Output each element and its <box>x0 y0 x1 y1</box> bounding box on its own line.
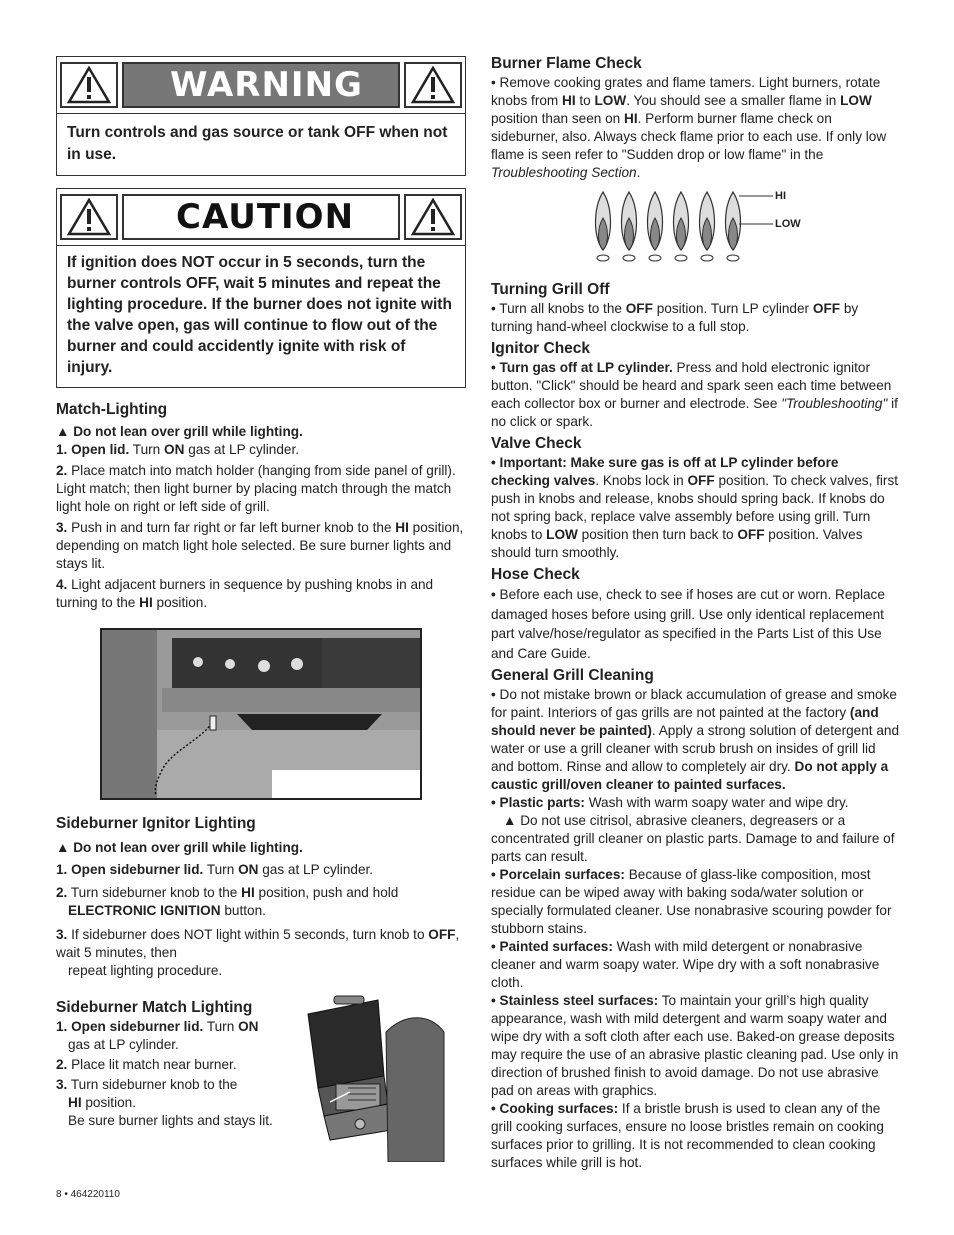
step-keyword: HI <box>139 595 153 610</box>
text: position then turn back to <box>577 527 738 542</box>
section-heading: Match-Lighting <box>56 401 168 418</box>
keyword: OFF <box>687 473 715 488</box>
lean-warning: ▲ Do not lean over grill while lighting. <box>56 840 303 855</box>
cleaning-section <box>491 666 901 1172</box>
section-heading: Valve Check <box>491 435 582 452</box>
step-keyword: OFF <box>428 927 456 942</box>
caution-header <box>57 189 465 246</box>
warning-text: Turn controls and gas source or tank OFF when not in use. <box>67 124 448 163</box>
sideburner-match-section <box>56 998 466 1130</box>
section-text <box>491 359 901 431</box>
section-heading: Hose Check <box>491 566 580 583</box>
keyword: • Painted surfaces: <box>491 939 613 954</box>
keyword: OFF <box>812 301 841 316</box>
text: Wash with warm soapy water and wipe dry. <box>584 795 849 810</box>
step-num: 2. <box>56 1057 68 1072</box>
italic-ref: "Troubleshooting" <box>781 396 888 411</box>
warning-box <box>56 56 466 176</box>
step-text: position. <box>81 1095 137 1110</box>
match-lighting-section <box>56 400 466 612</box>
sideburner-ignitor-section <box>56 814 466 980</box>
warning-title: WARNING <box>122 62 400 108</box>
step-text: , wait 5 minutes, then <box>56 927 460 960</box>
keyword: OFF <box>625 301 653 316</box>
step-text: Be sure burner lights and stays lit. <box>68 1113 273 1128</box>
section-heading: Burner Flame Check <box>491 55 642 72</box>
text: . You should see a smaller flame in <box>626 93 841 108</box>
keyword: OFF <box>737 527 765 542</box>
keyword: (and should never be painted) <box>491 705 879 738</box>
step-text: Turn <box>203 1019 239 1034</box>
text: by turning hand-wheel clockwise to a full stop. <box>491 301 859 334</box>
section-heading: Turning Grill Off <box>491 281 610 298</box>
section-heading: Sideburner Ignitor Lighting <box>56 815 256 832</box>
text: • Turn all knobs to the <box>491 301 626 316</box>
step-text: position, push and hold <box>254 885 399 900</box>
step-num: 4. <box>56 577 68 592</box>
keyword: • Plastic parts: <box>491 795 585 810</box>
step-text: gas at LP cylinder. <box>258 862 374 877</box>
section-text <box>491 454 901 562</box>
flame-label-low: LOW <box>775 218 801 230</box>
keyword: • Cooking surfaces: <box>491 1101 619 1116</box>
section-text <box>491 74 901 182</box>
step-num: 2. <box>56 885 68 900</box>
keyword: Do not apply a caustic grill/oven cleaner to painted surfaces. <box>491 759 889 792</box>
text: position than seen on <box>491 111 625 126</box>
step-2 <box>56 462 466 516</box>
step-keyword: HI <box>395 520 409 535</box>
step-text: gas at LP cylinder. <box>184 442 300 457</box>
section-text <box>491 300 901 336</box>
cleaning-stainless <box>491 992 901 1100</box>
text: . Perform burner flame check on sideburner, also. Always check flame prior to each use. If only low flame is seen refer to "Sudden drop or low flame" in the <box>491 111 887 162</box>
step-1 <box>56 861 466 879</box>
step-2 <box>56 884 466 920</box>
text: Because of glass-like composition, most residue can be wiped away with baking soda/water solution or specially formulated cleaner. Use nonabrasive scouring powder for stubborn stains. <box>491 867 892 936</box>
caution-title: CAUTION <box>122 194 400 240</box>
step-num: 3. <box>56 927 68 942</box>
sideburner-illustration <box>306 992 446 1162</box>
caution-text: If ignition does NOT occur in 5 seconds, turn the burner controls OFF, wait 5 minutes and repeat the lighting procedure. If the burner does not ignite with the valve open, gas will continue to flow out of the burner and could accidently ignite with risk of injury. <box>67 254 452 376</box>
step-text: button. <box>220 903 266 918</box>
warning-triangle-icon <box>60 62 118 108</box>
step-num: 2. <box>56 463 68 478</box>
text: . Apply a strong solution of detergent and water or use a grill cleaner with scrub brush on insides of grill lid and bottom. Rinse and allow to completely air dry. <box>491 723 900 774</box>
right-column <box>491 54 901 1172</box>
step-text: repeat lighting procedure. <box>68 963 223 978</box>
step-text: Turn sideburner knob to the <box>67 1077 238 1092</box>
text: If a bristle brush is used to clean any of the grill cooking surfaces, ensure no loose bristles remain on cooking surfaces prior to grilling. It is not recommended to clean cooking surfaces while grill is hot. <box>491 1101 884 1170</box>
match-holder-illustration <box>100 628 422 800</box>
keyword: • Important: Make sure gas is off at LP cylinder before checking valves <box>491 455 839 488</box>
bullet: • <box>491 587 500 602</box>
text: if no click or spark. <box>491 396 898 429</box>
step-num: 3. <box>56 1077 68 1092</box>
burner-flame-section <box>491 54 901 182</box>
step-4 <box>56 576 466 612</box>
step-text: Place lit match near burner. <box>67 1057 237 1072</box>
caution-box <box>56 188 466 388</box>
cleaning-painted <box>491 938 901 992</box>
cleaning-plastic <box>491 794 901 866</box>
step-text: Place match into match holder (hanging from side panel of grill). Light match; then light burner by placing match through the match light hole on right or left side of grill. <box>56 463 456 514</box>
flame-label-hi: HI <box>775 190 786 202</box>
step-keyword: HI <box>241 885 255 900</box>
flame-diagram <box>587 188 807 268</box>
warning-triangle-icon <box>404 62 462 108</box>
step-num: 1. Open sideburner lid. <box>56 862 204 877</box>
cleaning-cooking <box>491 1100 901 1172</box>
text: position. Valves should turn smoothly. <box>491 527 863 560</box>
step-3 <box>56 519 466 573</box>
step-text: Turn sideburner knob to the <box>67 885 242 900</box>
text: ▲ Do not use citrisol, abrasive cleaners, degreasers or a concentrated grill cleaner on plastic parts. Damage to and failure of parts can result. <box>491 813 895 864</box>
step-1 <box>56 441 466 459</box>
step-text: Light adjacent burners in sequence by pushing knobs in and turning to the <box>56 577 434 610</box>
section-heading: Ignitor Check <box>491 340 591 357</box>
text: position. Turn LP cylinder <box>652 301 813 316</box>
step-num: 1. Open lid. <box>56 442 130 457</box>
keyword: LOW <box>546 527 578 542</box>
step-text: gas at LP cylinder. <box>68 1037 179 1052</box>
step-text: If sideburner does NOT light within 5 seconds, turn knob to <box>67 927 429 942</box>
text: . Knobs lock in <box>595 473 688 488</box>
keyword: HI <box>562 93 576 108</box>
warning-header <box>57 57 465 114</box>
text: To maintain your grill’s high quality appearance, wash with mild detergent and warm soapy water and wipe dry with a soft cloth after each use. Baked-on grease deposits may require the use of an abrasive plastic cleaning pad. Use only in direction of brushed finish to avoid damage. Do not use abrasive pad on areas with graphics. <box>491 993 899 1098</box>
step-1 <box>56 1018 286 1054</box>
keyword: • Porcelain surfaces: <box>491 867 625 882</box>
text: . <box>636 165 641 180</box>
text: Press and hold electronic ignitor button. "Click" should be heard and spark seen each time between each collector box or burner and electrode. See <box>491 360 892 411</box>
step-keyword: ELECTRONIC IGNITION <box>68 903 221 918</box>
hose-check-section <box>491 565 901 663</box>
turning-off-section <box>491 280 901 336</box>
caution-triangle-icon <box>404 194 462 240</box>
step-text: position, depending on match light hole selected. Be sure burner lights and stays lit. <box>56 520 464 571</box>
step-3 <box>56 1076 286 1130</box>
text: position. To check valves, first push in knobs and release, knobs should spring back. If knobs do not spring back, replace valve assembly before using grill. Turn knobs to <box>491 473 899 542</box>
keyword: LOW <box>594 93 627 108</box>
caution-triangle-icon <box>60 194 118 240</box>
keyword: • Turn gas off at LP cylinder. <box>491 360 673 375</box>
lean-warning: ▲ Do not lean over grill while lighting. <box>56 424 303 439</box>
valve-check-section <box>491 434 901 562</box>
keyword: HI <box>624 111 638 126</box>
text: • Do not mistake brown or black accumulation of grease and smoke for paint. Interiors of gas grills are not painted at the factory <box>491 687 897 720</box>
section-heading: General Grill Cleaning <box>491 667 654 684</box>
step-text: Turn <box>129 442 165 457</box>
cleaning-general <box>491 686 901 794</box>
left-column <box>56 56 466 1132</box>
step-num: 3. <box>56 520 68 535</box>
text: Before each use, check to see if hoses are cut or worn. Replace damaged hoses before using grill. Use only identical replacement part valve/hose/regulator as specified in the Parts List of this Use and Care Guide. <box>491 587 885 661</box>
text: • Remove cooking grates and flame tamers. Light burners, rotate knobs from <box>491 75 881 108</box>
step-2 <box>56 1056 286 1074</box>
step-text: Turn <box>203 862 239 877</box>
section-heading: Sideburner Match Lighting <box>56 999 253 1016</box>
text: to <box>575 93 595 108</box>
step-text: Push in and turn far right or far left burner knob to the <box>67 520 396 535</box>
step-keyword: HI <box>68 1095 82 1110</box>
italic-ref: Troubleshooting Section <box>491 165 637 180</box>
text: Wash with mild detergent or nonabrasive cleaner and warm soapy water. Wipe dry with a soft nonabrasive cloth. <box>491 939 880 990</box>
step-3 <box>56 926 466 980</box>
step-text: position. <box>152 595 208 610</box>
cleaning-porcelain <box>491 866 901 938</box>
step-keyword: ON <box>238 1019 259 1034</box>
section-text <box>491 585 901 663</box>
page-footer: 8 • 464220110 <box>56 1189 120 1200</box>
step-keyword: ON <box>238 862 259 877</box>
keyword: LOW <box>840 93 872 108</box>
step-num: 1. Open sideburner lid. <box>56 1019 204 1034</box>
keyword: • Stainless steel surfaces: <box>491 993 659 1008</box>
step-keyword: ON <box>164 442 185 457</box>
ignitor-check-section <box>491 339 901 431</box>
